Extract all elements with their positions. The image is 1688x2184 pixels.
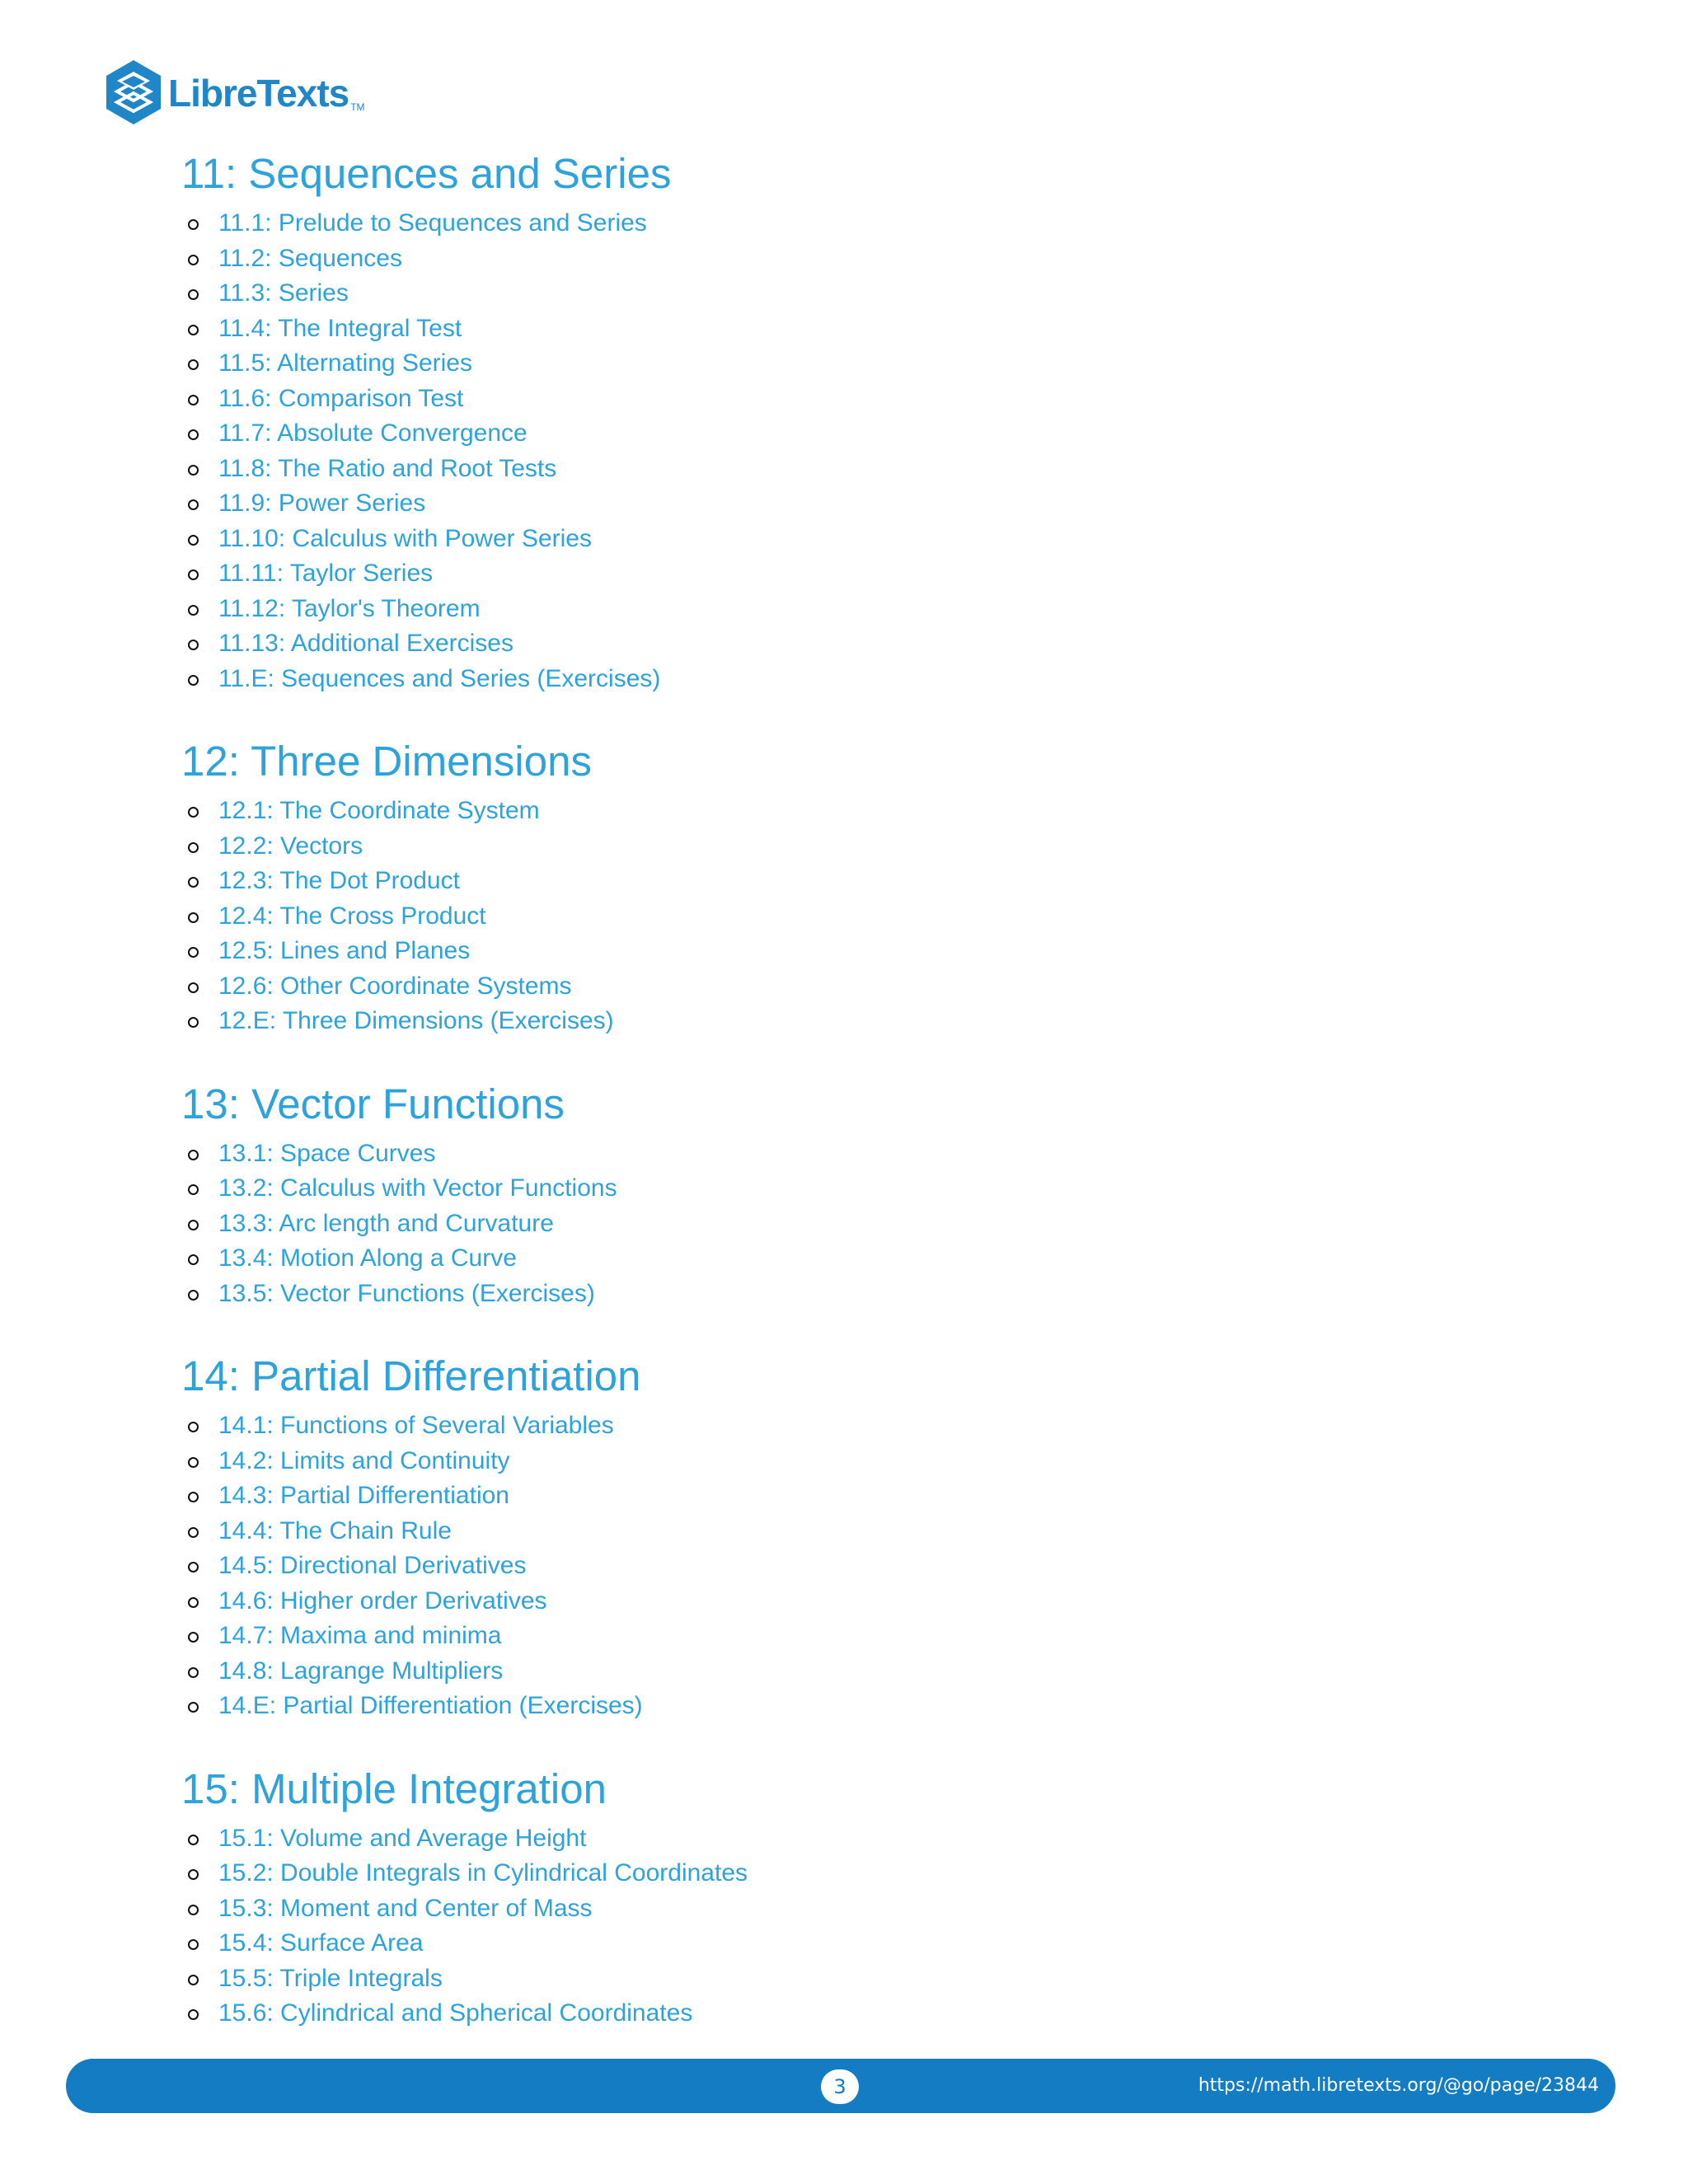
section-link[interactable]: 11.5: Alternating Series: [218, 349, 472, 377]
circle-bullet-icon: [188, 1597, 199, 1608]
list-item: [181, 1241, 1500, 1277]
section-link[interactable]: 14.6: Higher order Derivatives: [218, 1586, 547, 1615]
list-item: [181, 486, 1500, 522]
list-item: [181, 206, 1500, 241]
circle-bullet-icon: [188, 1905, 199, 1915]
section-link[interactable]: 11.4: The Integral Test: [218, 314, 462, 342]
circle-bullet-icon: [188, 1939, 199, 1950]
circle-bullet-icon: [188, 605, 199, 616]
section-link[interactable]: 11.E: Sequences and Series (Exercises): [218, 664, 661, 692]
list-item: [181, 934, 1500, 969]
list-item: [181, 1821, 1500, 1857]
section-link[interactable]: 15.3: Moment and Center of Mass: [218, 1894, 593, 1922]
section-link[interactable]: 12.1: The Coordinate System: [218, 797, 540, 824]
list-item: [181, 899, 1500, 935]
circle-bullet-icon: [188, 1017, 199, 1028]
circle-bullet-icon: [188, 219, 199, 230]
section-link[interactable]: 15.5: Triple Integrals: [218, 1964, 443, 1992]
page-number: 3: [821, 2069, 859, 2104]
circle-bullet-icon: [188, 1492, 199, 1502]
chapter-title-link[interactable]: 13: Vector Functions: [181, 1080, 565, 1127]
chapter-title-link[interactable]: 11: Sequences and Series: [181, 150, 672, 197]
circle-bullet-icon: [188, 1254, 199, 1265]
section-link[interactable]: 14.7: Maxima and minima: [218, 1622, 502, 1649]
list-item: [181, 1996, 1500, 2032]
section-link[interactable]: 11.6: Comparison Test: [218, 384, 464, 412]
list-item: [181, 1856, 1500, 1891]
section-link[interactable]: 15.2: Double Integrals in Cylindrical Coordinates: [218, 1859, 748, 1886]
list-item: [181, 312, 1500, 347]
circle-bullet-icon: [188, 1702, 199, 1713]
list-item: [181, 1137, 1500, 1172]
list-item: [181, 1207, 1500, 1242]
circle-bullet-icon: [188, 325, 199, 335]
chapter-spacer: [181, 696, 1500, 733]
chapter-title-link[interactable]: 12: Three Dimensions: [181, 738, 592, 785]
circle-bullet-icon: [188, 982, 199, 993]
chapter-section: [181, 733, 1500, 1039]
list-item: [181, 1514, 1500, 1549]
circle-bullet-icon: [188, 842, 199, 853]
circle-bullet-icon: [188, 569, 199, 580]
section-link[interactable]: 15.1: Volume and Average Height: [218, 1824, 587, 1852]
section-link[interactable]: 11.10: Calculus with Power Series: [218, 524, 592, 552]
libretexts-book-stack-icon: [104, 58, 163, 127]
circle-bullet-icon: [188, 1290, 199, 1301]
list-item: [181, 1004, 1500, 1039]
chapter-spacer: [181, 1724, 1500, 1760]
section-link[interactable]: 11.12: Taylor's Theorem: [218, 594, 481, 622]
section-list: [181, 206, 1500, 696]
circle-bullet-icon: [188, 1150, 199, 1160]
section-link[interactable]: 13.3: Arc length and Curvature: [218, 1209, 554, 1237]
chapter-spacer: [181, 1039, 1500, 1076]
section-link[interactable]: 14.E: Partial Differentiation (Exercises): [218, 1692, 643, 1719]
section-link[interactable]: 11.13: Additional Exercises: [218, 630, 513, 657]
circle-bullet-icon: [188, 2009, 199, 2020]
section-list: [181, 1408, 1500, 1724]
logo-wordmark: LibreTexts: [168, 72, 349, 115]
section-link[interactable]: 12.6: Other Coordinate Systems: [218, 972, 572, 1000]
section-link[interactable]: 12.2: Vectors: [218, 832, 363, 860]
circle-bullet-icon: [188, 947, 199, 958]
circle-bullet-icon: [188, 1562, 199, 1572]
section-link[interactable]: 14.4: The Chain Rule: [218, 1516, 452, 1544]
list-item: [181, 241, 1500, 277]
section-list: [181, 1137, 1500, 1312]
list-item: [181, 556, 1500, 592]
section-link[interactable]: 11.9: Power Series: [218, 490, 426, 517]
circle-bullet-icon: [188, 1184, 199, 1195]
list-item: [181, 626, 1500, 662]
circle-bullet-icon: [188, 912, 199, 923]
section-link[interactable]: 13.1: Space Curves: [218, 1139, 436, 1167]
chapter-section: [181, 1760, 1500, 2032]
circle-bullet-icon: [188, 640, 199, 650]
section-list: [181, 794, 1500, 1039]
circle-bullet-icon: [188, 1869, 199, 1880]
list-item: [181, 1654, 1500, 1690]
list-item: [181, 969, 1500, 1005]
circle-bullet-icon: [188, 807, 199, 818]
circle-bullet-icon: [188, 465, 199, 476]
circle-bullet-icon: [188, 1220, 199, 1230]
chapter-title-link[interactable]: 14: Partial Differentiation: [181, 1352, 641, 1399]
section-link[interactable]: 14.2: Limits and Continuity: [218, 1446, 510, 1474]
circle-bullet-icon: [188, 359, 199, 370]
section-link[interactable]: 11.2: Sequences: [218, 244, 402, 272]
list-item: [181, 416, 1500, 452]
list-item: [181, 1584, 1500, 1619]
list-item: [181, 522, 1500, 557]
list-item: [181, 1444, 1500, 1479]
section-link[interactable]: 14.8: Lagrange Multipliers: [218, 1657, 504, 1685]
circle-bullet-icon: [188, 395, 199, 405]
list-item: [181, 1408, 1500, 1444]
footer-url-link[interactable]: https://math.libretexts.org/@go/page/23844: [1198, 2075, 1599, 2096]
circle-bullet-icon: [188, 289, 199, 300]
list-item: [181, 1171, 1500, 1207]
section-link[interactable]: 12.5: Lines and Planes: [218, 937, 471, 964]
list-item: [181, 592, 1500, 627]
section-link[interactable]: 12.4: The Cross Product: [218, 902, 486, 930]
list-item: [181, 864, 1500, 899]
circle-bullet-icon: [188, 429, 199, 440]
list-item: [181, 662, 1500, 697]
circle-bullet-icon: [188, 1975, 199, 1985]
list-item: [181, 1479, 1500, 1514]
logo-trademark: TM: [350, 101, 365, 113]
section-link[interactable]: 13.4: Motion Along a Curve: [218, 1244, 517, 1272]
list-item: [181, 382, 1500, 417]
list-item: [181, 829, 1500, 865]
circle-bullet-icon: [188, 675, 199, 686]
circle-bullet-icon: [188, 1632, 199, 1643]
section-link[interactable]: 11.3: Series: [218, 279, 349, 307]
section-link[interactable]: 15.4: Surface Area: [218, 1929, 424, 1957]
section-list: [181, 1821, 1500, 2032]
section-link[interactable]: 14.5: Directional Derivatives: [218, 1552, 527, 1579]
libretexts-logo[interactable]: [104, 58, 365, 127]
chapter-section: [181, 1347, 1500, 1724]
section-link[interactable]: 11.11: Taylor Series: [218, 560, 434, 587]
section-link[interactable]: 11.8: The Ratio and Root Tests: [218, 454, 557, 482]
list-item: [181, 1926, 1500, 1961]
list-item: [181, 1549, 1500, 1584]
section-link[interactable]: 13.5: Vector Functions (Exercises): [218, 1279, 595, 1307]
circle-bullet-icon: [188, 1835, 199, 1845]
circle-bullet-icon: [188, 535, 199, 546]
list-item: [181, 452, 1500, 487]
list-item: [181, 1891, 1500, 1927]
list-item: [181, 276, 1500, 312]
circle-bullet-icon: [188, 1667, 199, 1678]
chapter-title-link[interactable]: 15: Multiple Integration: [181, 1765, 607, 1812]
section-link[interactable]: 12.E: Three Dimensions (Exercises): [218, 1007, 614, 1034]
section-link[interactable]: 14.1: Functions of Several Variables: [218, 1412, 614, 1439]
circle-bullet-icon: [188, 1422, 199, 1432]
section-link[interactable]: 11.1: Prelude to Sequences and Series: [218, 209, 647, 237]
list-item: [181, 1689, 1500, 1724]
circle-bullet-icon: [188, 877, 199, 888]
section-link[interactable]: 15.6: Cylindrical and Spherical Coordinates: [218, 1999, 693, 2027]
list-item: [181, 1277, 1500, 1312]
section-link[interactable]: 13.2: Calculus with Vector Functions: [218, 1174, 617, 1202]
list-item: [181, 794, 1500, 829]
list-item: [181, 1619, 1500, 1654]
circle-bullet-icon: [188, 1527, 199, 1538]
chapter-spacer: [181, 1311, 1500, 1347]
chapter-section: [181, 145, 1500, 696]
circle-bullet-icon: [188, 499, 199, 510]
section-link[interactable]: 12.3: The Dot Product: [218, 867, 460, 894]
table-of-contents: [181, 145, 1500, 2032]
section-link[interactable]: 14.3: Partial Differentiation: [218, 1482, 509, 1509]
chapter-section: [181, 1076, 1500, 1312]
circle-bullet-icon: [188, 255, 199, 265]
list-item: [181, 346, 1500, 382]
section-link[interactable]: 11.7: Absolute Convergence: [218, 419, 528, 447]
circle-bullet-icon: [188, 1457, 199, 1468]
list-item: [181, 1961, 1500, 1997]
